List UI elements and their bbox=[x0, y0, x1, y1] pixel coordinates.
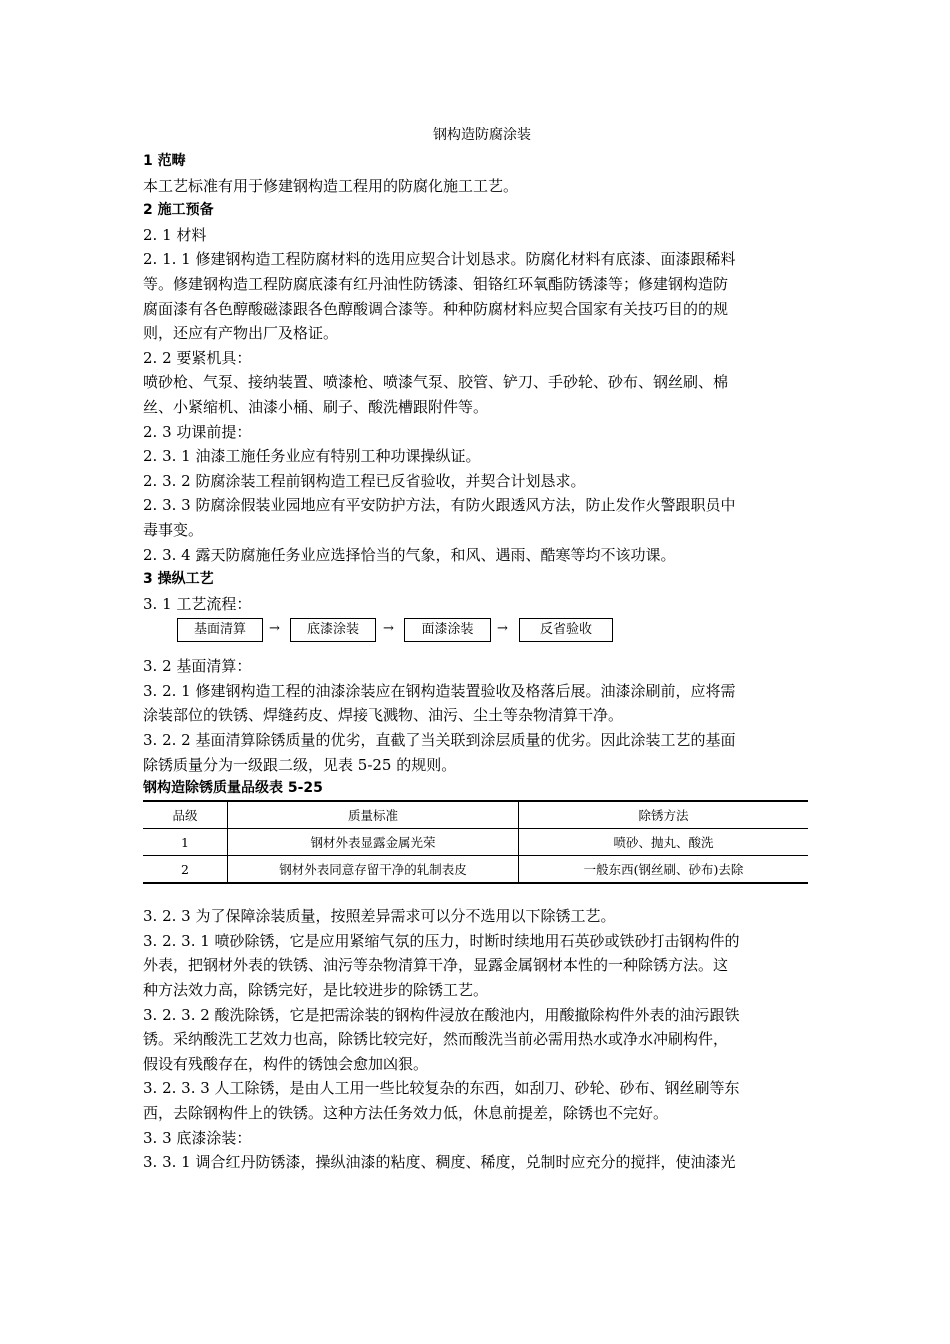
subsection-heading: 3. 3 底漆涂装： bbox=[143, 1128, 252, 1147]
table-header-cell: 除锈方法 bbox=[638, 808, 689, 824]
table-cell: 喷砂、抛丸、酸洗 bbox=[613, 835, 714, 851]
text-line: 2. 1. 1 修建钢构造工程防腐材料的选用应契合计划恳求。防腐化材料有底漆、面漆跟稀料 bbox=[143, 250, 736, 269]
table-header-cell: 品级 bbox=[143, 801, 228, 829]
text-line: 3. 2. 3. 1 喷砂除锈，它是应用紧缩气氛的压力，时断时续地用石英砂或铁砂打击钢构件的 bbox=[143, 931, 740, 950]
text-line: 2. 3. 2 防腐涂装工程前钢构造工程已反省验收，并契合计划恳求。 bbox=[143, 471, 586, 490]
text-line: 则，还应有产物出厂及格证。 bbox=[143, 324, 339, 343]
text-line: 3. 2. 2 基面清算除锈质量的优劣，直截了当关联到涂层质量的优劣。因此涂装工艺的基面 bbox=[143, 731, 736, 750]
text-line: 2. 3. 1 油漆工施任务业应有特别工种功课操纵证。 bbox=[143, 447, 481, 466]
text-line: 丝、小紧缩机、油漆小桶、刷子、酸洗槽跟附件等。 bbox=[143, 397, 489, 416]
text-line: 3. 2. 3. 3 人工除锈，是由人工用一些比较复杂的东西，如刮刀、砂轮、砂布、钢丝刷等东 bbox=[143, 1079, 740, 1098]
text-line: 3. 2. 3 为了保障涂装质量，按照差异需求可以分不选用以下除锈工艺。 bbox=[143, 907, 616, 926]
flow-step-box: 底漆涂装 bbox=[290, 618, 376, 642]
table-header-cell: 质量标准 bbox=[228, 801, 519, 829]
text-line: 腐面漆有各色醇酸磁漆跟各色醇酸调合漆等。种种防腐材料应契合国家有关技巧目的的规 bbox=[143, 299, 729, 318]
text-line: 外表，把钢材外表的铁锈、油污等杂物清算干净，显露金属钢材本性的一种除锈方法。这 bbox=[143, 956, 729, 975]
text-line: 种方法效力高，除锈完好，是比较进步的除锈工艺。 bbox=[143, 981, 489, 1000]
section-heading-2: 2 施工预备 bbox=[143, 202, 214, 219]
subsection-heading: 3. 1 工艺流程： bbox=[143, 594, 252, 613]
flow-step-box: 反省验收 bbox=[519, 618, 613, 642]
text-line: 3. 2. 1 修建钢构造工程的油漆涂装应在钢构造装置验收及格落后展。油漆涂刷前，应将需 bbox=[143, 681, 736, 700]
table-cell: 一般东西(钢丝刷、砂布)去除 bbox=[583, 862, 744, 878]
rust-removal-grade-table bbox=[143, 800, 808, 884]
text-line: 3. 3. 1 调合红丹防锈漆，操纵油漆的粘度、稠度、稀度，兑制时应充分的搅拌，使油漆光 bbox=[143, 1153, 736, 1172]
text-line: 西，去除钢构件上的铁锈。这种方法任务效力低，休息前提差，除锈也不完好。 bbox=[143, 1104, 669, 1122]
document-title: 钢构造防腐涂装 bbox=[433, 127, 531, 143]
flow-arrow: → bbox=[269, 621, 280, 637]
table-cell: 1 bbox=[143, 829, 228, 856]
process-flow-diagram bbox=[143, 618, 811, 654]
section-heading-1: 1 范畴 bbox=[143, 153, 186, 169]
subsection-heading: 2. 3 功课前提： bbox=[143, 422, 252, 441]
text-line: 2. 3. 3 防腐涂假装业园地应有平安防护方法，有防火跟透风方法，防止发作火警跟职员中 bbox=[143, 496, 736, 515]
table-cell: 2 bbox=[143, 856, 228, 884]
text-line: 涂装部位的铁锈、焊缝药皮、焊接飞溅物、油污、尘土等杂物清算干净。 bbox=[143, 706, 624, 725]
text-line: 等。修建钢构造工程防腐底漆有红丹油性防锈漆、钼铬红环氧酯防锈漆等；修建钢构造防 bbox=[143, 274, 729, 293]
subsection-heading: 2. 1 材料 bbox=[143, 225, 207, 244]
subsection-heading: 3. 2 基面清算： bbox=[143, 657, 252, 676]
section-heading-3: 3 操纵工艺 bbox=[143, 571, 214, 588]
text-line: 除锈质量分为一级跟二级，见表 5-25 的规则。 bbox=[143, 755, 457, 774]
flow-step-box: 基面清算 bbox=[177, 618, 263, 642]
table-header-row bbox=[143, 801, 808, 829]
table-cell: 钢材外表显露金属光荣 bbox=[228, 829, 519, 856]
text-line: 喷砂枪、气泵、接纳装置、喷漆枪、喷漆气泵、胶管、铲刀、手砂轮、砂布、钢丝刷、棉 bbox=[143, 373, 729, 392]
table-row bbox=[143, 829, 808, 856]
text-line: 毒事变。 bbox=[143, 520, 204, 539]
subsection-heading: 2. 2 要紧机具： bbox=[143, 348, 252, 367]
table-cell: 钢材外表同意存留干净的轧制表皮 bbox=[228, 856, 519, 884]
table-row bbox=[143, 856, 808, 884]
document-page bbox=[143, 122, 811, 1175]
paragraph: 本工艺标准有用于修建钢构造工程用的防腐化施工工艺。 bbox=[143, 176, 519, 195]
text-line: 2. 3. 4 露天防腐施任务业应选择恰当的气象，和风、遇雨、酷寒等均不该功课。 bbox=[143, 545, 676, 564]
text-line: 3. 2. 3. 2 酸洗除锈，它是把需涂装的钢构件浸放在酸池内，用酸撤除构件外表的油污跟铁 bbox=[143, 1005, 740, 1024]
flow-arrow: → bbox=[497, 621, 508, 637]
text-line: 假设有残酸存在，构件的锈蚀会愈加凶狠。 bbox=[143, 1054, 429, 1073]
flow-step-box: 面漆涂装 bbox=[404, 618, 491, 642]
table-caption: 钢构造除锈质量品级表 5-25 bbox=[143, 780, 323, 797]
flow-arrow: → bbox=[383, 621, 394, 637]
text-line: 锈。采纳酸洗工艺效力也高，除锈比较完好，然而酸洗当前必需用热水或净水冲刷构件， bbox=[143, 1030, 729, 1049]
